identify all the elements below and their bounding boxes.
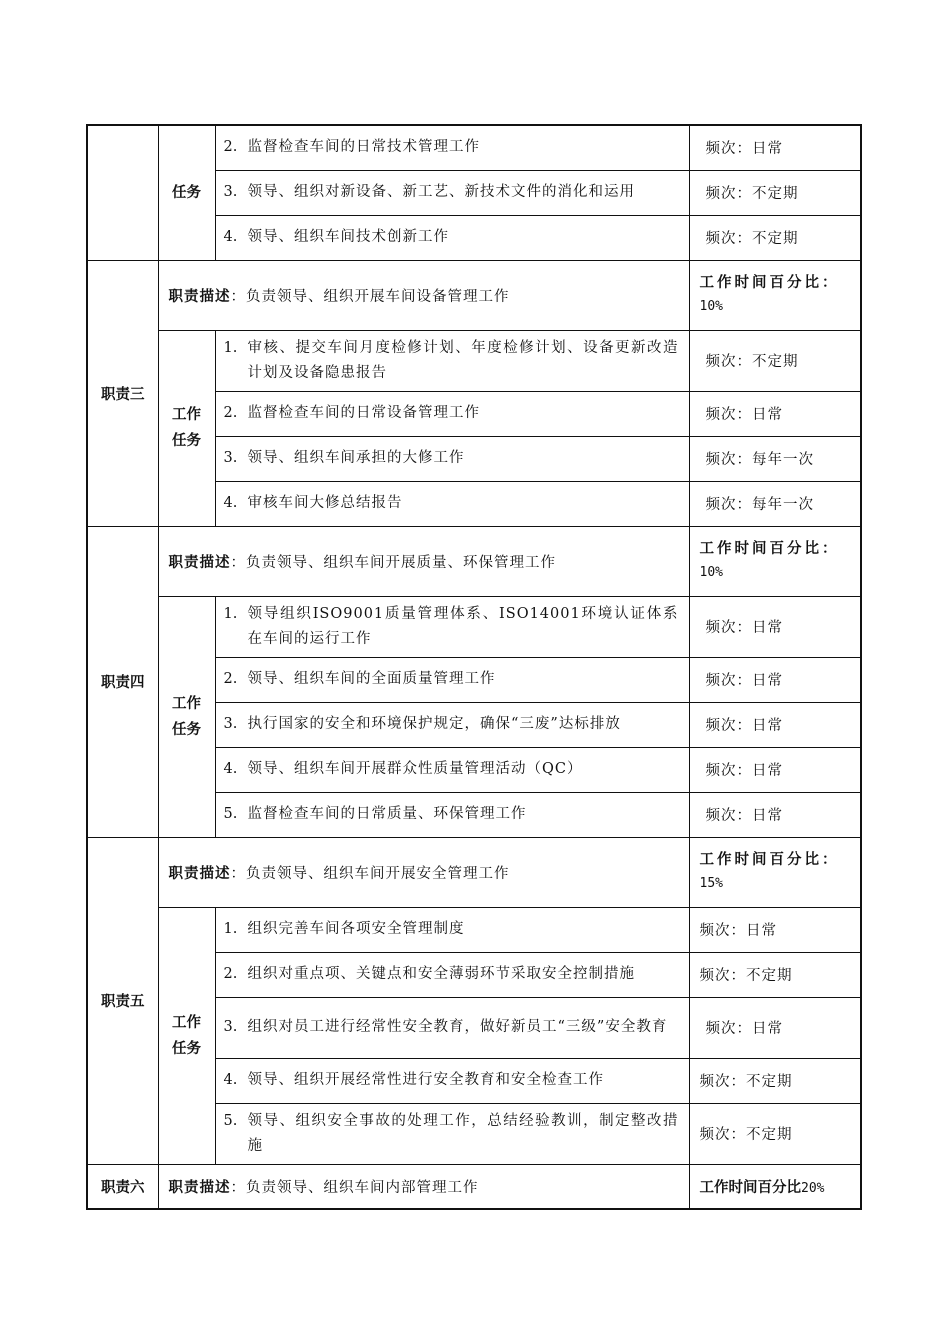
- duty-description-cell: [158, 1164, 689, 1209]
- task-cell: [215, 215, 689, 260]
- duty-description-cell: [158, 260, 689, 330]
- duty-description-text: ：负责领导、组织车间开展安全管理工作: [230, 865, 510, 882]
- frequency-cell: [689, 997, 861, 1058]
- task-cell: [215, 997, 689, 1058]
- task-number: 2.: [223, 405, 238, 421]
- frequency-cell: [689, 747, 861, 792]
- table-row: [87, 1164, 861, 1209]
- task-text: 领导、组织车间的全面质量管理工作: [247, 671, 496, 687]
- frequency-text: 频次：不定期: [705, 186, 799, 202]
- time-percentage-cell: [689, 837, 861, 907]
- table-row: [87, 907, 861, 952]
- frequency-text: 频次：不定期: [705, 354, 799, 370]
- time-percentage-label: 工作时间百分比：: [699, 851, 840, 868]
- frequency-cell: [689, 952, 861, 997]
- task-number: 2.: [223, 139, 238, 156]
- frequency-text: 频次：日常: [705, 407, 783, 423]
- task-text: 领导、组织车间技术创新工作: [247, 229, 449, 245]
- task-number: 5.: [223, 806, 238, 822]
- task-text: 领导、组织安全事故的处理工作，总结经验教训，制定整改措施: [247, 1112, 679, 1154]
- task-text: 组织完善车间各项安全管理制度: [247, 921, 465, 937]
- time-percentage-value: 10%: [699, 565, 723, 580]
- task-cell: [215, 657, 689, 702]
- task-text: 监督检查车间的日常质量、环保管理工作: [247, 806, 527, 822]
- task-number: 4.: [223, 1072, 238, 1088]
- time-percentage-label: 工作时间百分比：: [699, 540, 840, 557]
- task-number: 2.: [223, 671, 238, 687]
- table-row: [87, 837, 861, 907]
- task-cell: [215, 391, 689, 436]
- time-percentage-cell: [689, 1164, 861, 1209]
- task-number: 3.: [223, 184, 238, 200]
- task-number: 5.: [223, 1112, 238, 1129]
- task-number: 3.: [223, 716, 238, 732]
- task-cell: [215, 436, 689, 481]
- duty-description-text: ：负责领导、组织开展车间设备管理工作: [230, 288, 510, 305]
- duty-label-cell: [87, 125, 158, 260]
- duty-description-label: 职责描述: [168, 1178, 231, 1196]
- duty-description-text: ：负责领导、组织车间开展质量、环保管理工作: [230, 554, 556, 571]
- task-text: 审核、提交车间月度检修计划、年度检修计划、设备更新改造计划及设备隐患报告: [247, 339, 679, 381]
- frequency-cell: [689, 792, 861, 837]
- task-label: 工作任务: [158, 596, 215, 837]
- task-cell: [215, 747, 689, 792]
- task-cell: [215, 1103, 689, 1164]
- time-percentage-cell: [689, 260, 861, 330]
- task-text: 领导、组织车间承担的大修工作: [247, 450, 465, 466]
- task-label: 工作任务: [158, 330, 215, 526]
- task-cell: [215, 481, 689, 526]
- time-percentage-label: 工作时间百分比：: [699, 274, 840, 291]
- task-cell: [215, 907, 689, 952]
- task-text: 执行国家的安全和环境保护规定，确保“三废”达标排放: [247, 716, 621, 732]
- duty-table: [86, 124, 862, 1210]
- time-percentage-value: 10%: [699, 299, 723, 314]
- task-number: 2.: [223, 966, 238, 982]
- task-text: 领导组织ISO9001质量管理体系、ISO14001环境认证体系在车间的运行工作: [247, 605, 679, 647]
- frequency-text: 频次：日常: [705, 673, 783, 689]
- frequency-text: 频次：每年一次: [705, 497, 814, 513]
- duty-label: 职责三: [87, 260, 158, 526]
- task-cell: [215, 330, 689, 391]
- duty-label: 职责六: [87, 1164, 158, 1209]
- frequency-text: 频次：日常: [705, 718, 783, 734]
- task-number: 1.: [223, 339, 238, 356]
- frequency-cell: [689, 170, 861, 215]
- task-cell: [215, 792, 689, 837]
- time-percentage-value: 20%: [801, 1180, 825, 1196]
- frequency-text: 频次：日常: [705, 620, 783, 636]
- duty-label: 职责五: [87, 837, 158, 1164]
- task-cell: [215, 702, 689, 747]
- task-text: 组织对重点项、关键点和安全薄弱环节采取安全控制措施: [247, 966, 635, 982]
- frequency-cell: [689, 481, 861, 526]
- frequency-text: 频次：日常: [705, 1021, 783, 1037]
- task-number: 4.: [223, 229, 238, 245]
- task-text: 领导、组织车间开展群众性质量管理活动（QC）: [247, 761, 583, 777]
- frequency-cell: [689, 1058, 861, 1103]
- frequency-text: 频次：日常: [699, 923, 777, 939]
- frequency-text: 频次：每年一次: [705, 452, 814, 468]
- task-cell: [215, 596, 689, 657]
- table-row: [87, 260, 861, 330]
- frequency-cell: [689, 702, 861, 747]
- duty-label: 职责四: [87, 526, 158, 837]
- table-row: [87, 330, 861, 391]
- task-number: 3.: [223, 450, 238, 466]
- task-number: 4.: [223, 495, 238, 511]
- frequency-cell: [689, 215, 861, 260]
- task-cell: [215, 1058, 689, 1103]
- task-number: 1.: [223, 605, 238, 622]
- duty-description-text: ：负责领导、组织车间内部管理工作: [230, 1179, 479, 1196]
- task-text: 组织对员工进行经常性安全教育，做好新员工“三级”安全教育: [247, 1019, 668, 1035]
- time-percentage-value: 15%: [699, 876, 723, 891]
- duty-description-cell: [158, 526, 689, 596]
- time-percentage-cell: [689, 526, 861, 596]
- task-number: 4.: [223, 761, 238, 777]
- frequency-text: 频次：不定期: [699, 1127, 793, 1143]
- frequency-cell: [689, 330, 861, 391]
- table-row: [87, 526, 861, 596]
- frequency-cell: [689, 436, 861, 481]
- frequency-text: 频次：不定期: [705, 231, 799, 247]
- frequency-text: 频次：日常: [705, 808, 783, 824]
- frequency-cell: [689, 1103, 861, 1164]
- frequency-text: 频次：不定期: [699, 968, 793, 984]
- frequency-cell: [689, 125, 861, 170]
- task-number: 1.: [223, 921, 238, 937]
- frequency-text: 频次：日常: [705, 763, 783, 779]
- duty-description-label: 职责描述: [168, 864, 231, 882]
- frequency-text: 频次：不定期: [699, 1074, 793, 1090]
- duty-description-cell: [158, 837, 689, 907]
- task-text: 审核车间大修总结报告: [247, 495, 403, 511]
- task-text: 监督检查车间的日常技术管理工作: [247, 139, 480, 156]
- time-percentage-label: 工作时间百分比: [699, 1178, 801, 1196]
- frequency-text: 频次：日常: [705, 141, 783, 158]
- frequency-cell: [689, 907, 861, 952]
- task-label: 任务: [158, 125, 215, 260]
- task-text: 领导、组织对新设备、新工艺、新技术文件的消化和运用: [247, 184, 635, 200]
- task-cell: [215, 952, 689, 997]
- table-row: [87, 596, 861, 657]
- task-number: 3.: [223, 1019, 238, 1035]
- frequency-cell: [689, 391, 861, 436]
- frequency-cell: [689, 657, 861, 702]
- table-row: [87, 125, 861, 170]
- task-cell: [215, 125, 689, 170]
- task-cell: [215, 170, 689, 215]
- frequency-cell: [689, 596, 861, 657]
- task-text: 领导、组织开展经常性进行安全教育和安全检查工作: [247, 1072, 604, 1088]
- task-text: 监督检查车间的日常设备管理工作: [247, 405, 480, 421]
- task-label: 工作任务: [158, 907, 215, 1164]
- duty-description-label: 职责描述: [168, 553, 231, 571]
- duty-description-label: 职责描述: [168, 287, 231, 305]
